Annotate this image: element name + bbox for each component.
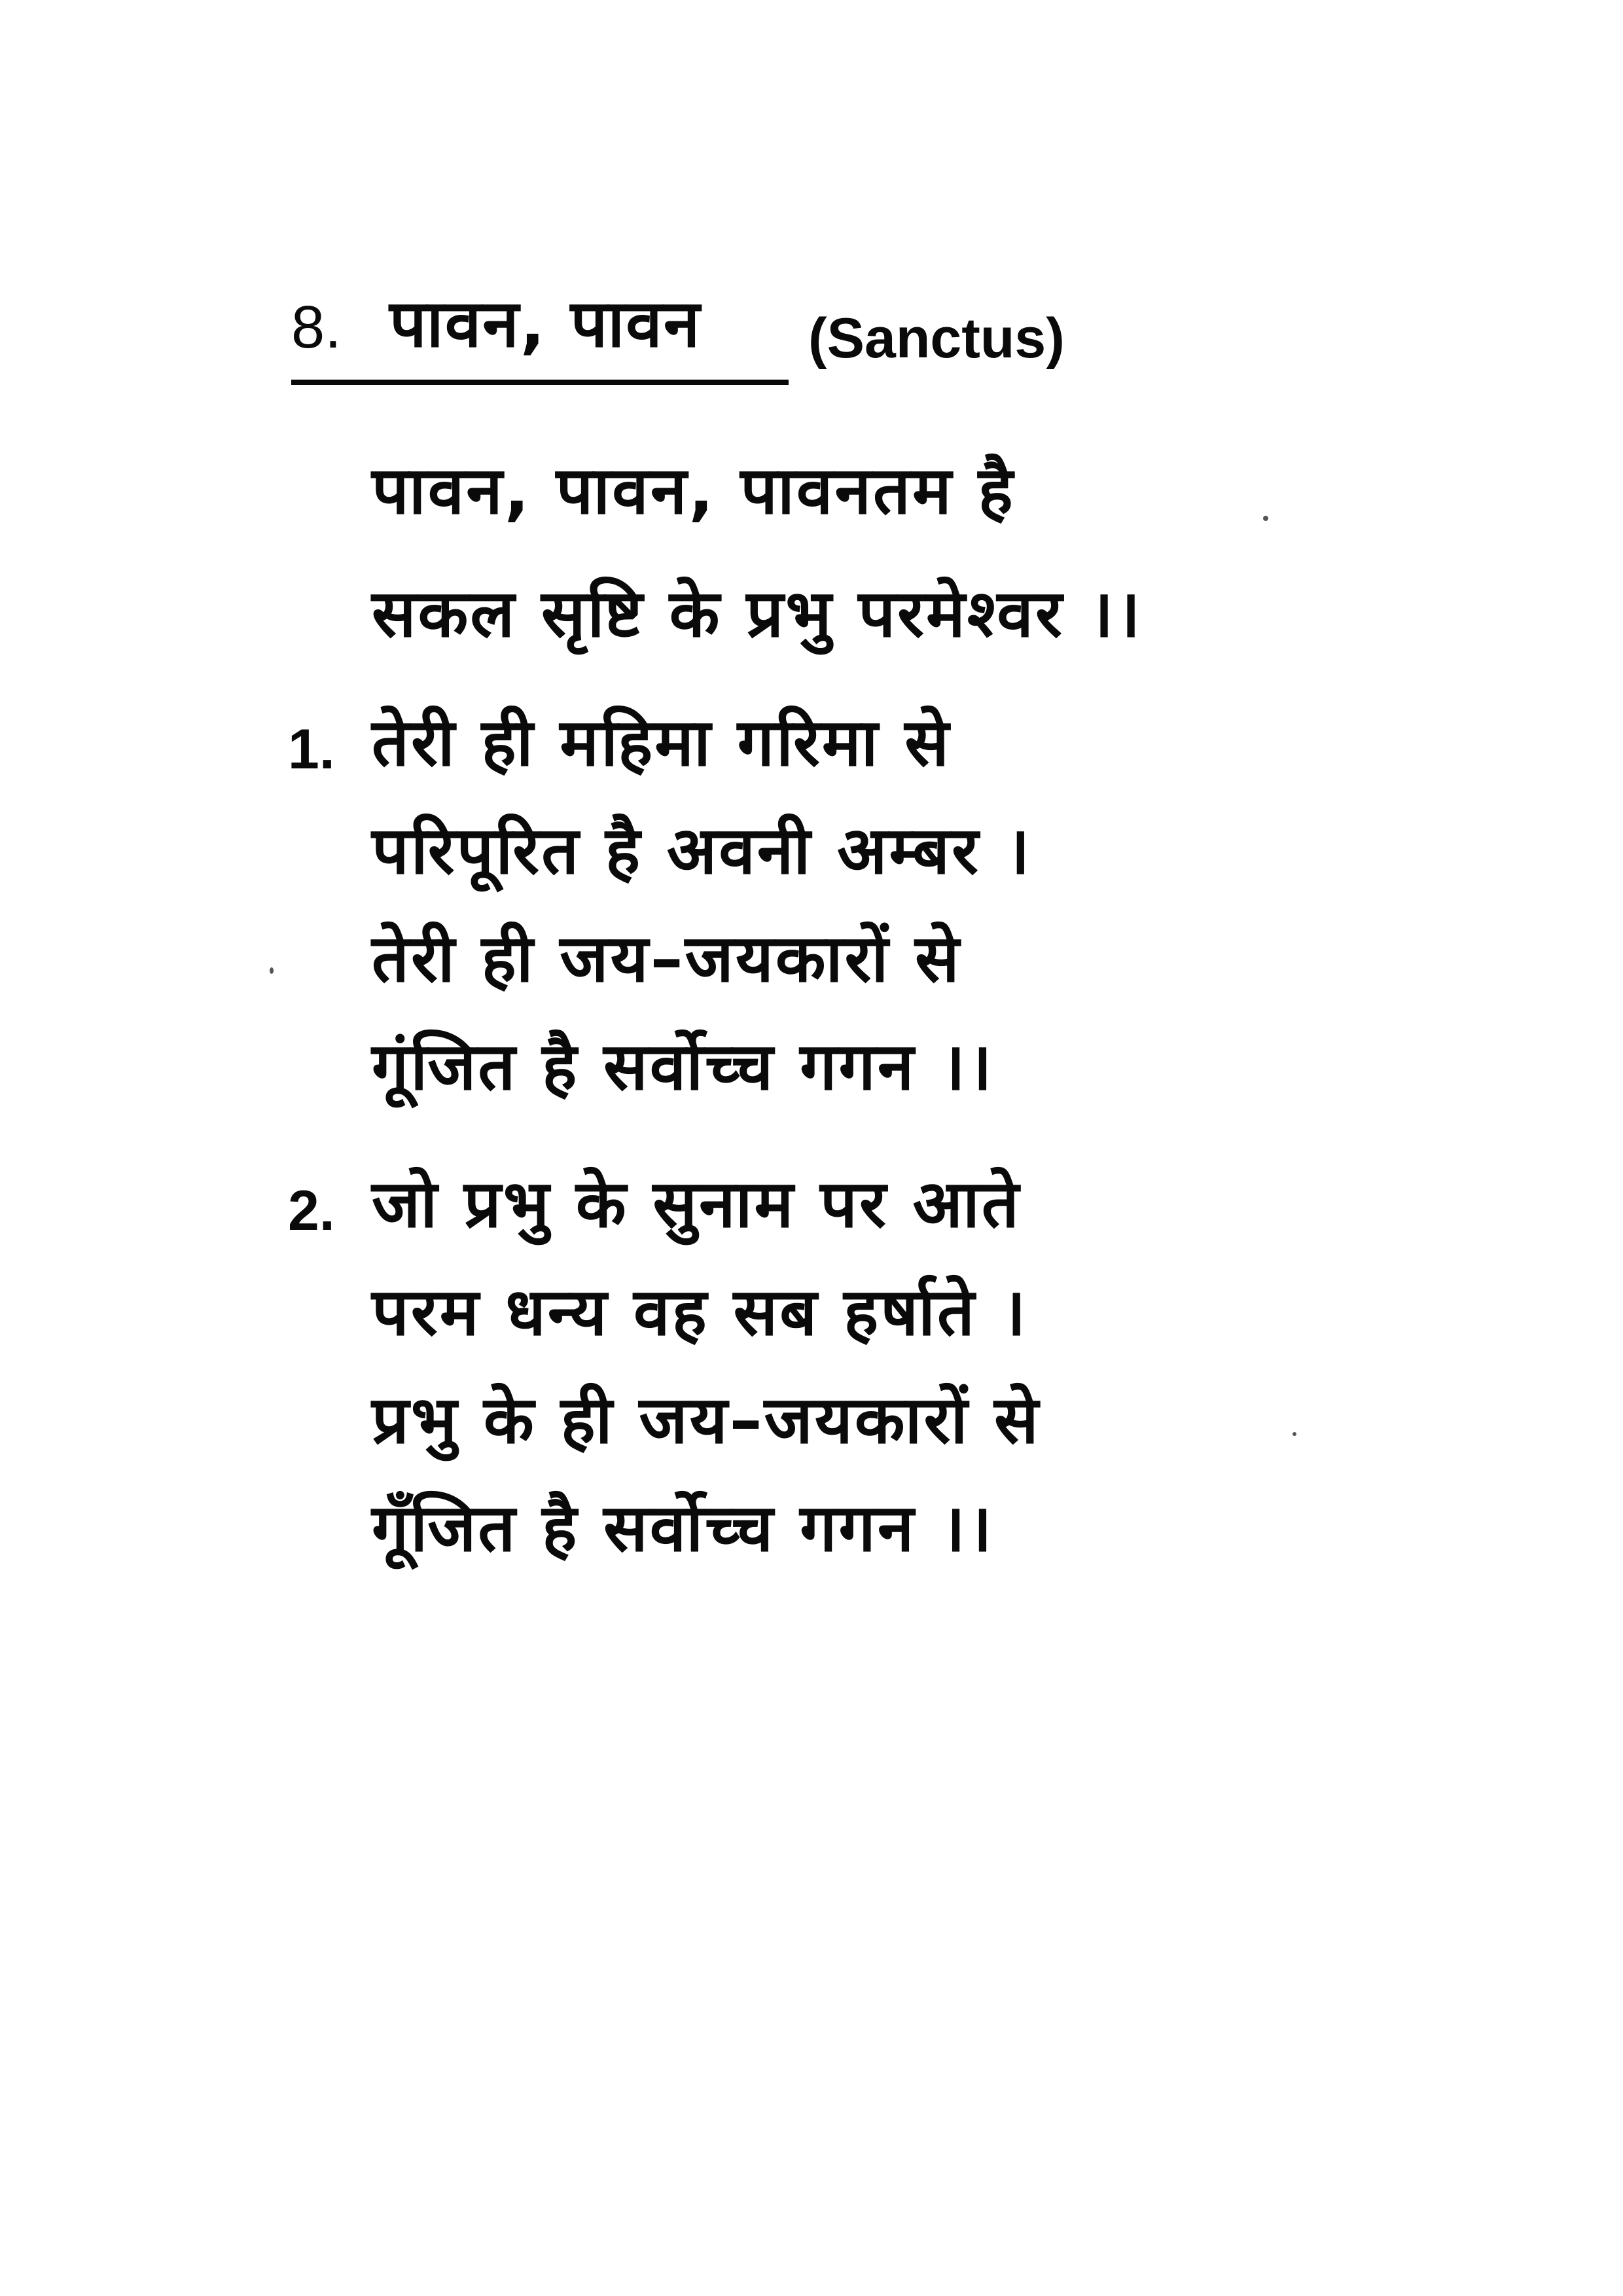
scan-speck xyxy=(270,967,274,974)
verse-line: परिपूरित है अवनी अम्बर । xyxy=(372,812,1032,889)
refrain-line: पावन, पावन, पावनतम है xyxy=(372,452,1015,529)
scan-speck xyxy=(1263,516,1268,521)
hymn-title-hindi: पावन, पावन xyxy=(389,285,702,362)
verse-number: 1. xyxy=(288,718,335,781)
verse-line: तेरी ही महिमा गरिमा से xyxy=(372,704,951,781)
verse-line: प्रभु के ही जय–जयकारों से xyxy=(372,1382,1041,1458)
verse-line: गूंजित है सर्वोच्च गगन ।। xyxy=(372,1028,994,1105)
verse-line: परम धन्य वह सब हर्षाते । xyxy=(372,1274,1028,1350)
verse-line: गूँजित है सर्वोच्च गगन ।। xyxy=(372,1490,994,1566)
scan-speck xyxy=(1293,1432,1296,1436)
verse-line: तेरी ही जय–जयकारों से xyxy=(372,920,961,997)
refrain-line: सकल सृष्टि के प्रभु परमेश्वर ।। xyxy=(372,575,1143,652)
hymn-title-latin: (Sanctus) xyxy=(808,307,1065,370)
verse-line: जो प्रभु के सुनाम पर आते xyxy=(372,1166,1021,1242)
hymn-number: 8. xyxy=(291,294,342,361)
title-underline xyxy=(291,380,789,385)
verse-number: 2. xyxy=(288,1179,335,1242)
